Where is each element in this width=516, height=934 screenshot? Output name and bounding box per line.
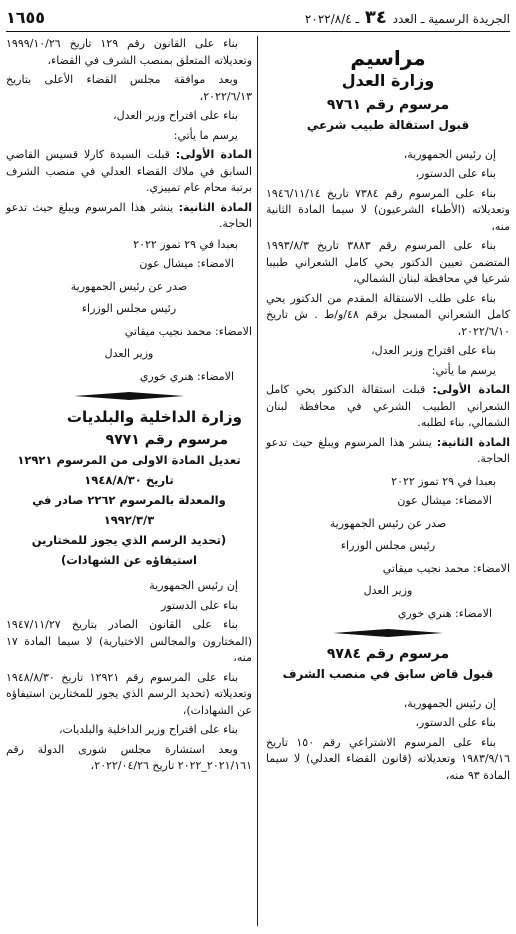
- signature: الامضاء: هنري خوري: [139, 369, 234, 383]
- paragraph: وبعد موافقة مجلس القضاء الأعلى بتاريخ ٢٠٢٢/٦/١٣،: [6, 73, 252, 103]
- issue-number: ٣٤: [364, 6, 387, 28]
- article-2: [6, 200, 252, 233]
- paragraph: بناء على المرسوم رقم ٣٨٨٣ تاريخ ١٩٩٣/٨/٣ المتضمن تعيين الدكتور يحي كامل الشعراني طبيبا شرعيا في محافظة لبنان الشمالي،: [266, 239, 510, 285]
- decree-title: [6, 450, 252, 570]
- article-label: المادة الأولى:: [432, 383, 511, 396]
- paragraph: بناء على اقتراح وزير العدل،: [371, 344, 496, 357]
- paragraph: وبعد استشارة مجلس شورى الدولة رقم ٢٠٢١/١٦١_٢٠٢٢ تاريخ ٢٠٢٢/٠٤/٢٦،: [6, 742, 252, 772]
- article-text: ينشر هذا المرسوم ويبلغ حيث تدعو الحاجة.: [266, 435, 510, 465]
- paragraph: إن رئيس الجمهورية،: [403, 147, 496, 161]
- ministry-heading: وزارة العدل: [341, 70, 435, 90]
- signature: الامضاء: محمد نجيب ميقاتي: [124, 324, 252, 338]
- decree-title-line: والمعدلة بالمرسوم ٢٢٦٢ صادر في ١٩٩٢/٣/٣: [32, 493, 226, 527]
- article-text: قبلت استقالة الدكتور يحي كامل الشعراني الطبيب الشرعي في محافظة لبنان الشمالي، بناء لطلبه.: [266, 383, 510, 429]
- paragraph: بناء على الدستور،: [415, 167, 496, 180]
- left-column: [6, 36, 252, 778]
- gazette-name: الجريدة الرسمية: [428, 11, 510, 26]
- article-text: ينشر هذا المرسوم ويبلغ حيث تدعو الحاجة.: [6, 200, 252, 230]
- paragraph: يرسم ما يأتي:: [173, 128, 238, 142]
- paragraph: بناء على المرسوم الاشتراعي رقم ١٥٠ تاريخ ١٩٨٣/٩/١٦ وتعديلاته (قانون القضاء العدلي) لا سيما المادة ٩٣ منه،: [266, 735, 510, 782]
- page-number: ١٦٥٥: [6, 7, 46, 27]
- paragraph: إن رئيس الجمهورية: [149, 579, 238, 592]
- decree-number: مرسوم رقم ٩٧٨٤: [326, 646, 450, 662]
- section-separator: [6, 391, 252, 401]
- issued-by: صدر عن رئيس الجمهورية: [329, 516, 447, 530]
- paragraph: بناء على اقتراح وزير العدل،: [113, 109, 238, 122]
- decree-number: مرسوم رقم ٩٧٦١: [326, 97, 450, 113]
- section-separator: [266, 628, 510, 638]
- right-column: [266, 36, 510, 787]
- paragraph: بناء على القانون رقم ١٢٩ تاريخ ١٩٩٩/١٠/٢٦ وتعديلاته المتعلق بمنصب الشرف في القضاء،: [6, 37, 252, 67]
- signature: الامضاء: محمد نجيب ميقاتي: [382, 561, 510, 575]
- article-label: المادة الأولى:: [175, 148, 252, 161]
- paragraph: بناء على الدستور،: [415, 716, 496, 729]
- prime-minister: رئيس مجلس الوزراء: [81, 302, 177, 315]
- section-title: مراسيم: [350, 46, 426, 70]
- decree-title: قبول استقالة طبيب شرعي: [306, 117, 470, 132]
- signature: الامضاء: ميشال عون: [397, 494, 492, 507]
- decree-title-line: تاريخ ١٩٤٨/٨/٣٠: [84, 473, 174, 487]
- issue-date: ٢٠٢٢/٨/٤: [304, 11, 352, 26]
- signature: الامضاء: هنري خوري: [397, 606, 492, 620]
- paragraph: بناء على اقتراح وزير الداخلية والبلديات،: [58, 723, 238, 736]
- signed-place-date: بعبدا في ٢٩ تموز ٢٠٢٢: [391, 474, 496, 488]
- article-1: [266, 382, 510, 432]
- paragraph: بناء على الدستور: [161, 598, 238, 612]
- article-1: [6, 147, 252, 197]
- signed-place-date: بعبدا في ٢٩ تموز ٢٠٢٢: [133, 237, 238, 251]
- signature: الامضاء: ميشال عون: [139, 257, 234, 270]
- paragraph: بناء على طلب الاستقالة المقدم من الدكتور يحي كامل الشعراني المسجل برقم ٤٨/و/ط . ش تاريخ ٢٠٢٢/٦/١٠،: [266, 291, 510, 338]
- decree-title-line: (تحديد الرسم الذي يجوز للمختارين استيفاؤه عن الشهادات): [31, 533, 227, 567]
- paragraph: بناء على المرسوم رقم ١٢٩٢١ تاريخ ١٩٤٨/٨/٣٠ وتعديلاته (تحديد الرسم الذي يجوز للمختارين استيفاؤه عن الشهادات)،: [6, 670, 252, 717]
- decree-title-line: تعديل المادة الاولى من المرسوم ١٢٩٢١: [17, 453, 241, 467]
- paragraph: إن رئيس الجمهورية،: [403, 696, 496, 710]
- paragraph: يرسم ما يأتي:: [431, 363, 496, 377]
- header-title: الجريدة الرسمية ـ العدد ٣٤ ـ ٢٠٢٢/٨/٤: [304, 6, 510, 28]
- minister: وزير العدل: [363, 584, 413, 597]
- minister: وزير العدل: [104, 347, 154, 360]
- issued-by: صدر عن رئيس الجمهورية: [70, 279, 188, 293]
- article-label: المادة الثانية:: [178, 200, 252, 214]
- article-2: [266, 435, 510, 468]
- paragraph: بناء على المرسوم رقم ٧٣٨٤ تاريخ ١٩٤٦/١١/١٤ وتعديلاته (الأطباء الشرعيون) لا سيما المادة الثانية منه،: [266, 186, 510, 233]
- decree-title: قبول قاض سابق في منصب الشرف: [282, 666, 494, 681]
- paragraph: بناء على القانون الصادر بتاريخ ١٩٤٧/١١/٢٧ (المختارون والمجالس الاختيارية) لا سيما المادة ١٧ منه،: [6, 618, 252, 664]
- issue-label: العدد: [392, 11, 418, 26]
- decree-number: مرسوم رقم ٩٧٧١: [105, 431, 228, 448]
- prime-minister: رئيس مجلس الوزراء: [340, 539, 436, 552]
- ministry-heading: وزارة الداخلية والبلديات: [66, 408, 242, 426]
- article-label: المادة الثانية:: [436, 435, 511, 449]
- article-text: قبلت السيدة كارلا قسيس القاضي السابق في ملاك القضاء العدلي في منصب الشرف برتبة محام عام تمييزي.: [6, 148, 252, 194]
- page-header: [6, 6, 510, 32]
- column-divider: [257, 36, 258, 926]
